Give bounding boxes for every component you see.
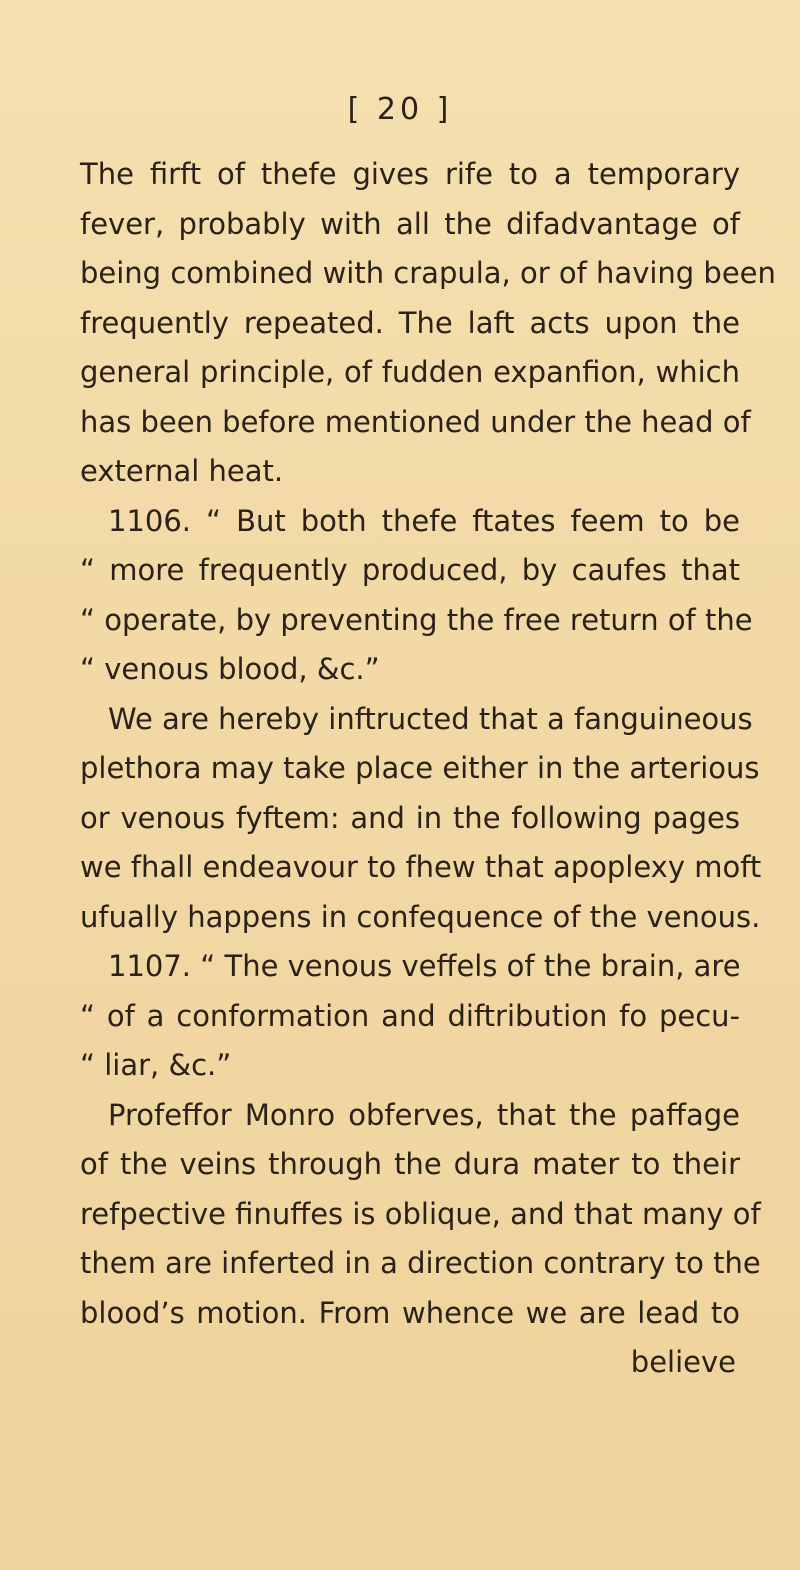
text-line: frequently repeated. The laft acts upon the xyxy=(80,305,740,340)
paragraph-start: Profeffor Monro obferves, that the paffage xyxy=(108,1097,740,1132)
text-line: has been before mentioned under the head of xyxy=(80,404,751,439)
text-line: refpective finuffes is oblique, and that many of xyxy=(80,1196,761,1231)
paragraph-1106-start: 1106. “ But both thefe ftates feem to be xyxy=(108,503,740,538)
text-line: “ more frequently produced, by caufes that xyxy=(80,553,740,587)
text-line: “ liar, &c.” xyxy=(80,1048,232,1082)
text-line: “ of a conformation and diftribution fo pecu- xyxy=(80,998,740,1033)
text-line: we fhall endeavour to fhew that apoplexy moft xyxy=(80,850,762,884)
paragraph-start: We are hereby inftructed that a fanguineous xyxy=(108,701,753,736)
body-text xyxy=(80,150,776,1388)
text-line: them are inferted in a direction contrary to the xyxy=(80,1246,761,1280)
text-line: blood’s motion. From whence we are lead to xyxy=(80,1295,740,1330)
text-line: general principle, of fudden expanfion, which xyxy=(80,355,740,389)
text-line: being combined with crapula, or of having been xyxy=(80,256,776,290)
paragraph-1107-start: 1107. “ The venous veffels of the brain, are xyxy=(108,949,741,983)
text-line: “ operate, by preventing the free return of the xyxy=(80,602,753,637)
text-line: of the veins through the dura mater to their xyxy=(80,1147,740,1181)
catchword: believe xyxy=(630,1345,736,1379)
page-number-header: [ 20 ] xyxy=(347,92,453,127)
text-line: fever, probably with all the difadvantage of xyxy=(80,206,740,241)
text-line: ufually happens in confequence of the venous. xyxy=(80,899,761,934)
text-line: or venous fyftem: and in the following pages xyxy=(80,800,740,835)
text-line: “ venous blood, &c.” xyxy=(80,652,380,686)
text-line: plethora may take place either in the arterious xyxy=(80,751,760,785)
text-line: The firft of thefe gives rife to a temporary xyxy=(80,157,740,191)
text-line: external heat. xyxy=(80,454,284,488)
